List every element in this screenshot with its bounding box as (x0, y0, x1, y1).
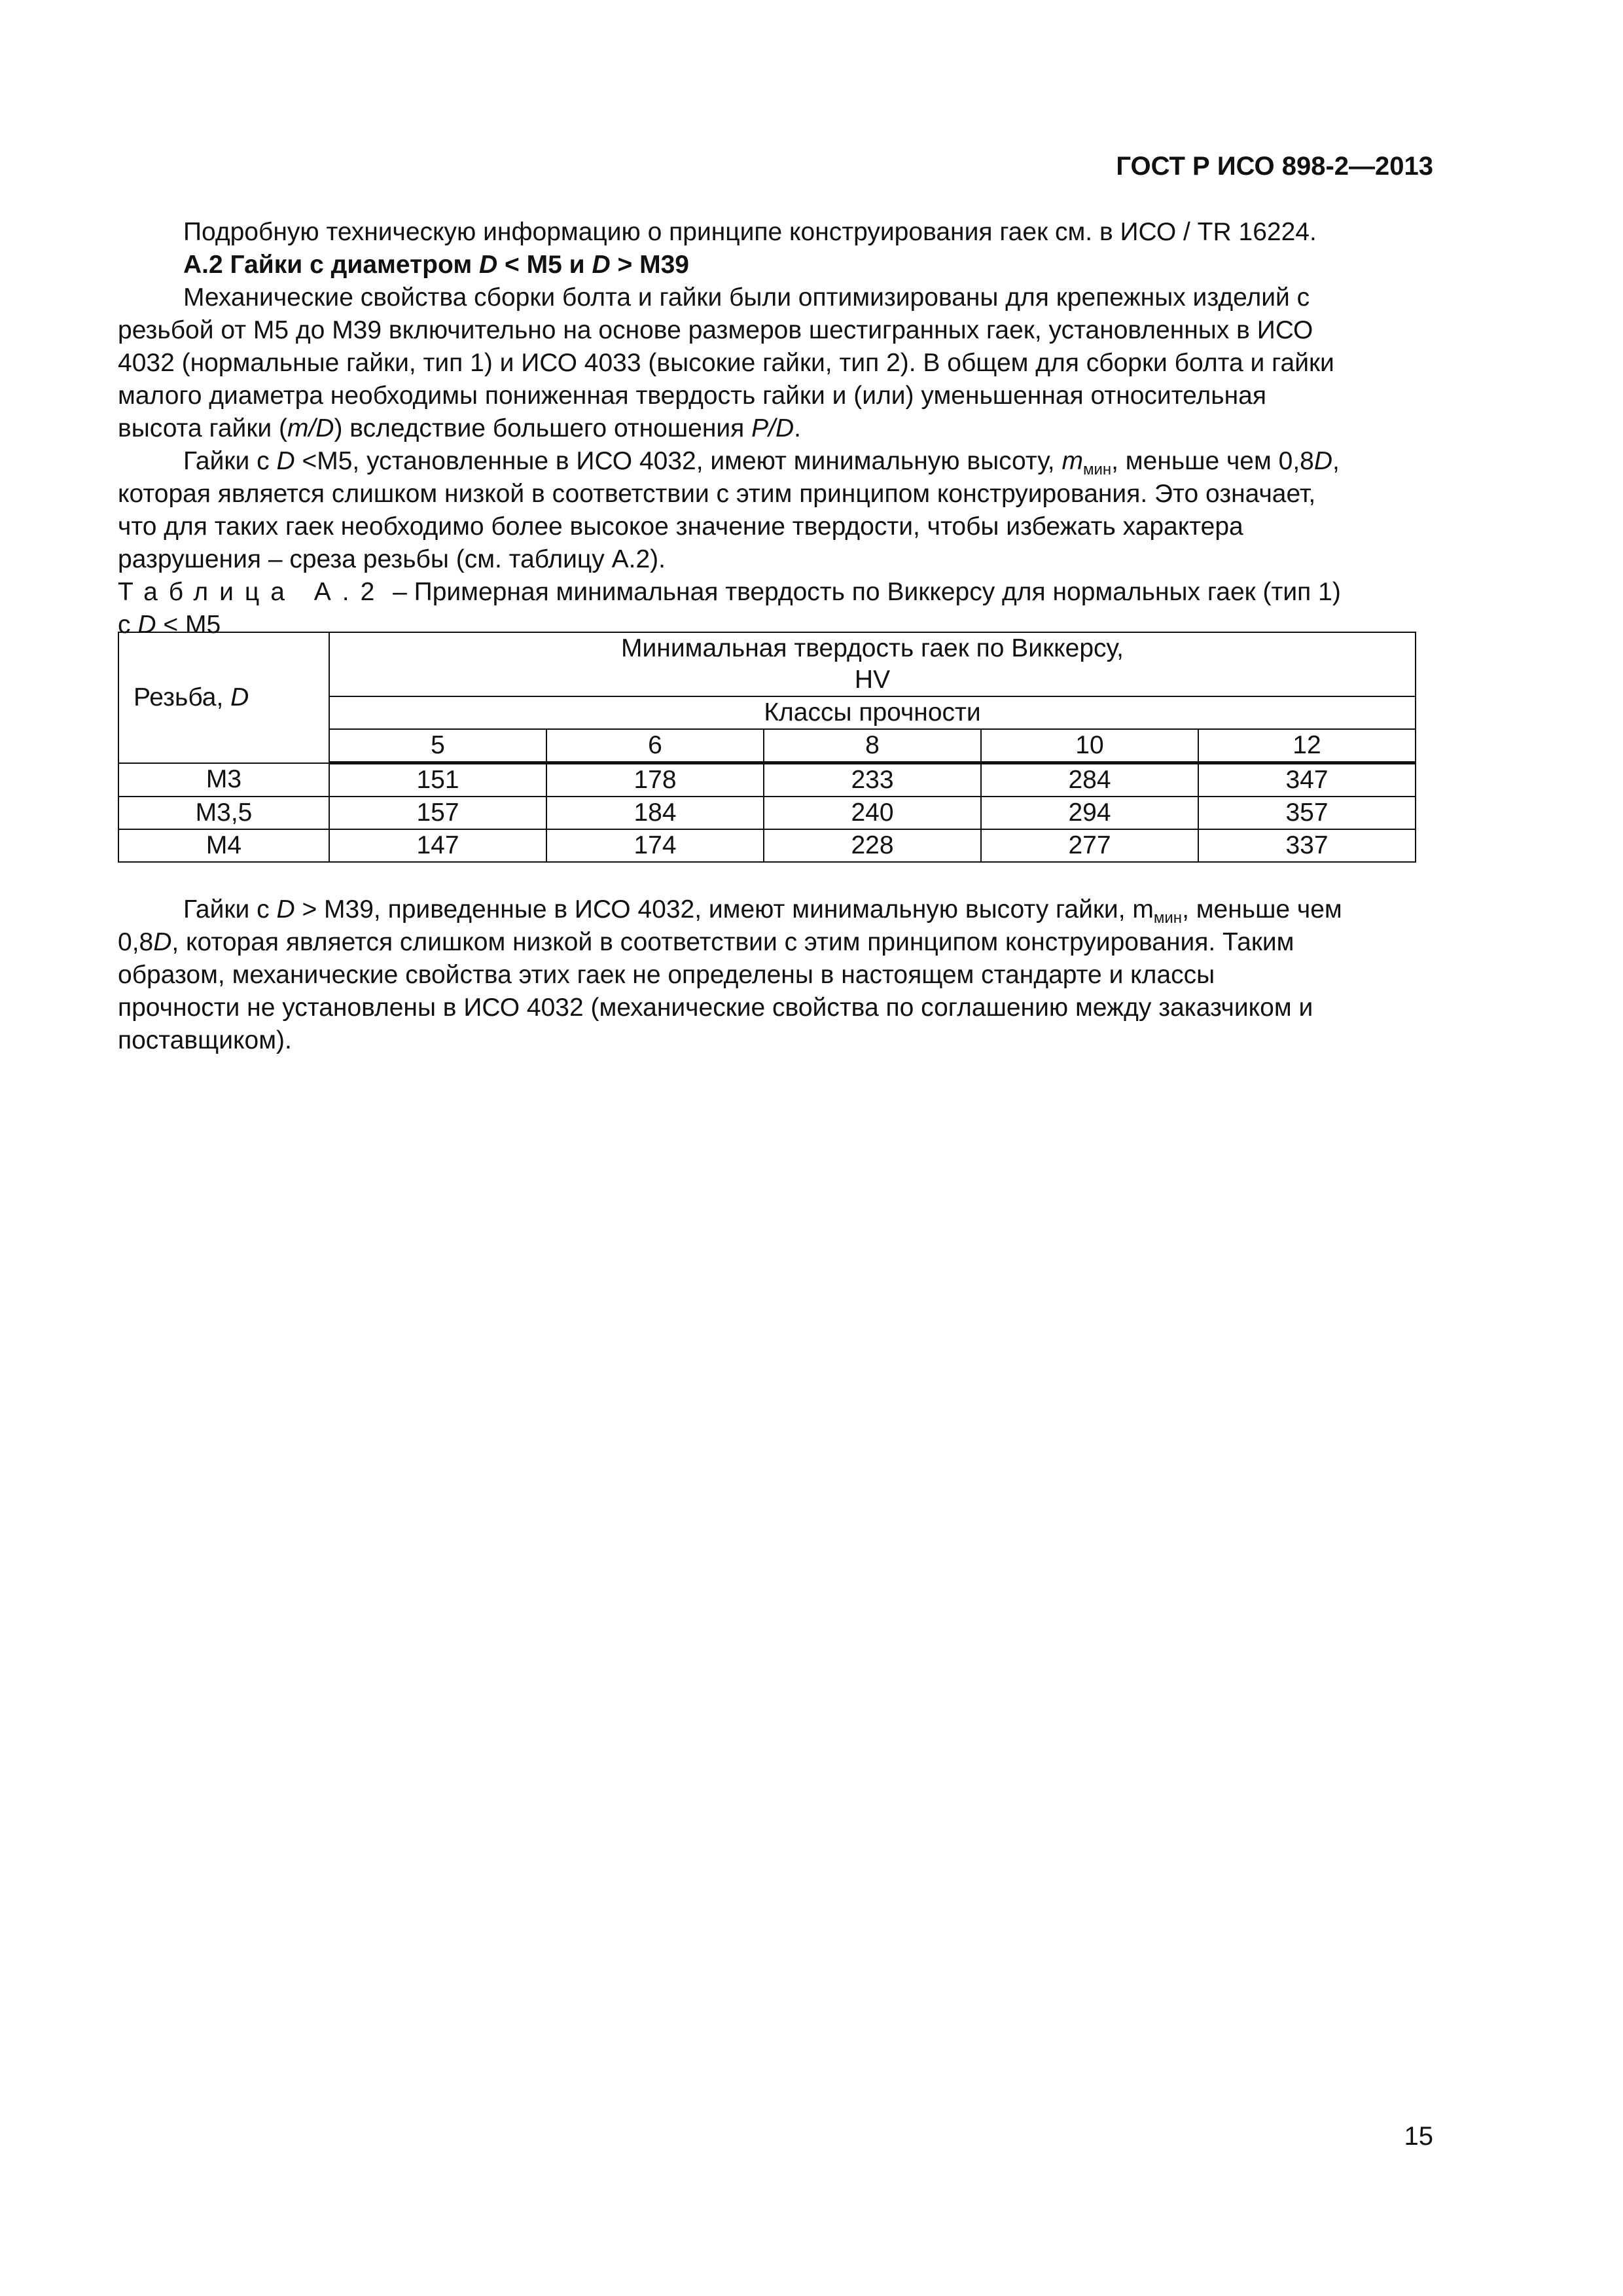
value-cell: 294 (981, 797, 1198, 829)
after-table-paragraph (118, 893, 1446, 1057)
intro-line: Подробную техническую информацию о принципе конструирования гаек см. в ИСО / TR 16224. (183, 218, 1317, 246)
value-cell: 284 (981, 763, 1198, 797)
value-cell: 178 (546, 763, 764, 797)
thread-column-header: Резьба, D (118, 632, 329, 763)
page-number: 15 (1404, 2122, 1433, 2151)
class-header-cell: 10 (981, 729, 1198, 763)
after-table-line-5: поставщиком). (118, 1026, 292, 1054)
value-cell: 174 (546, 829, 764, 862)
class-header-cell: 12 (1198, 729, 1416, 763)
paragraph-1-line-2: резьбой от М5 до М39 включительно на основе размеров шестигранных гаек, установленных в ИСО (118, 316, 1313, 344)
value-cell: 184 (546, 797, 764, 829)
section-a2-text (118, 216, 1446, 641)
value-cell: 357 (1198, 797, 1416, 829)
class-header-cell: 8 (764, 729, 981, 763)
value-cell: 337 (1198, 829, 1416, 862)
paragraph-2-line-2: которая является слишком низкой в соответствии с этим принципом конструирования. Это означает, (118, 480, 1316, 508)
table-caption-line-2: с D < М5 (118, 611, 221, 639)
strength-classes-header: Классы прочности (329, 696, 1416, 729)
value-cell: 147 (329, 829, 546, 862)
paragraph-1-line-3: 4032 (нормальные гайки, тип 1) и ИСО 4033 (высокие гайки, тип 2). В общем для сборки болта и гайки (118, 349, 1334, 377)
value-cell: 240 (764, 797, 981, 829)
thread-cell: М3,5 (118, 797, 329, 829)
document-code-header: ГОСТ Р ИСО 898-2—2013 (1116, 152, 1433, 181)
table-caption-line-1 (118, 576, 1446, 609)
value-cell: 347 (1198, 763, 1416, 797)
value-cell: 228 (764, 829, 981, 862)
value-cell: 151 (329, 763, 546, 797)
after-table-line-3: образом, механические свойства этих гаек не определены в настоящем стандарте и классы (118, 961, 1215, 989)
value-cell: 277 (981, 829, 1198, 862)
thread-cell: М3 (118, 763, 329, 797)
hardness-header: Минимальная твердость гаек по Виккерсу, HV (329, 632, 1416, 696)
table-row (118, 797, 1416, 829)
thread-cell: М4 (118, 829, 329, 862)
after-table-line-2: 0,8D, которая является слишком низкой в соответствии с этим принципом конструирования. Таким (118, 928, 1294, 956)
table-caption-text: – Примерная минимальная твердость по Виккерсу для нормальных гаек (тип 1) (385, 578, 1341, 606)
paragraph-1-line-4: малого диаметра необходимы пониженная твердость гайки и (или) уменьшенная относительная (118, 382, 1266, 410)
after-table-line-4: прочности не установлены в ИСО 4032 (механические свойства по соглашению между заказчиком и (118, 994, 1313, 1022)
table-header-row-1 (118, 632, 1416, 696)
hardness-table (118, 632, 1416, 863)
paragraph-1-line-1: Механические свойства сборки болта и гайки были оптимизированы для крепежных изделий с (183, 283, 1310, 312)
paragraph-2-line-3: что для таких гаек необходимо более высокое значение твердости, чтобы избежать характера (118, 512, 1243, 541)
paragraph-2-line-1: Гайки с D <М5, установленные в ИСО 4032, имеют минимальную высоту, $m_{мин}$, меньше чем 0,8D, (183, 447, 1340, 478)
paragraph-1-line-5: высота гайки (m/D) вследствие большего отношения P/D. (118, 414, 801, 442)
table-row (118, 829, 1416, 862)
value-cell: 157 (329, 797, 546, 829)
value-cell: 233 (764, 763, 981, 797)
table-row (118, 763, 1416, 797)
class-header-cell: 6 (546, 729, 764, 763)
table-caption-label: Таблица А.2 (118, 578, 386, 606)
after-table-line-1: Гайки с D > М39, приведенные в ИСО 4032, имеют минимальную высоту гайки, $m_{мин}$, меньше чем (183, 895, 1342, 927)
paragraph-2-line-4: разрушения – среза резьбы (см. таблицу А.2). (118, 545, 666, 573)
class-header-cell: 5 (329, 729, 546, 763)
section-a2-heading: А.2 Гайки с диаметром D < М5 и D > М39 (183, 251, 689, 279)
